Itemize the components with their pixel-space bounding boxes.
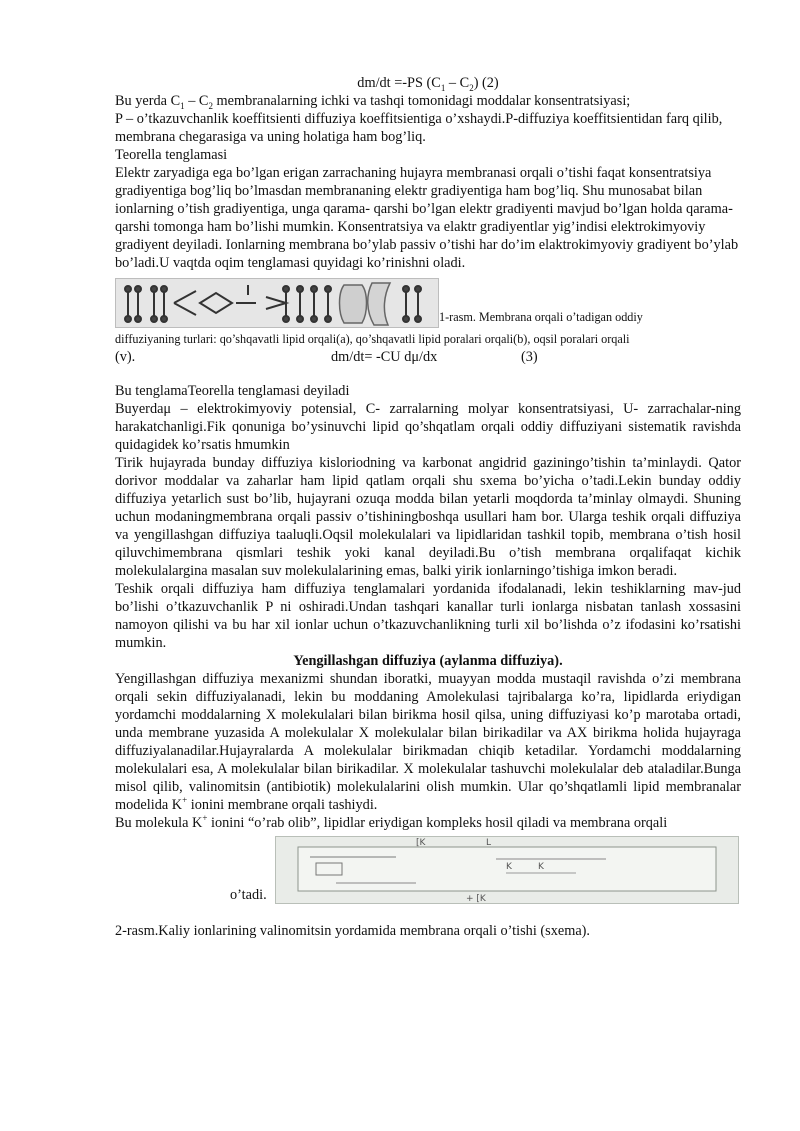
figure-2-row <box>115 834 741 906</box>
svg-text:K: K <box>538 862 544 872</box>
paragraph-teorell: Elektr zaryadiga ega bo’lgan erigan zarrachaning hujayra membranasi orqali o’tishi faqat konsentratsiya gradiyentiga bog’liq bo’lmasdan membrananing elektr gradiyentiga ham bog’liq. Shu munosabat bilan ionlarning o’tish gradiyentiga, unga qarama- qarshi bo’lgan elektr gradiyenti mavjud bo’lgan holda qarama-qarshi tomonga ham bo’lishi mumkin. Konsentratsiya va elaktr gradiyentlar yig’indisi elektrokimyoviy gradiyent deyiladi. Ionlarning membrana bo’ylab passiv o’tishi har do’im elaktrokimyoviy gradiyent bo’ylab bo’ladi.U vaqtda oqim tenglamasi quyidagi ko’rinishni oladi. <box>115 165 739 271</box>
paragraph-pore-diffusion: Teshik orqali diffuziya ham diffuziya tenglamalari yordanida ifodalanadi, lekin teshiklarning mav-jud bo’lishi o’tkazuvchanlik P ni oshiradi.Undan tashqari kanallar turli ionlarga nisbatan tanlash xossasini namoyon qilishi va bu har xil ionlar uchun o’tkazuvchanlikning turli xil bo’lishda o’z ifodasini ko’rsatishi mumkin. <box>115 581 741 651</box>
equation-3: dm/dt= -CU dμ/dx <box>331 349 438 365</box>
figure-1-caption-continued: diffuziyaning turlari: qo’shqavatli lipid orqali(a), qo’shqavatli lipid poralari orqali(b), oqsil poralari orqali <box>115 332 630 346</box>
section-title-teorell: Teorella tenglamasi <box>115 147 228 163</box>
document-page <box>115 74 741 940</box>
figure-1-caption-start: 1-rasm. Membrana orqali o’tadigan oddiy <box>439 310 643 324</box>
equation-2: dm/dt =-PS $(C_1 - C_2)$ (2) <box>357 75 499 93</box>
paragraph-living-cell: Tirik hujayrada bunday diffuziya kisloriodning va karbonat angidrid gaziningo’tishin ta’minlaydi. Qator dorivor moddalar va zaharlar ham lipid qatlam orqali shu sxema bo’yicha o’tadi.Lekin bunday oddiy diffuziya yetarlich sust bo’lib, hujayrani ozuqa modda bilan yetarli moqdorda ta’minlay olmaydi. Shuning uchun modaningmembrana orqali passiv o’tishiningboshqa usullari ham bor. Ularga teshik orqali diffuziya va yengillashgan diffuziya taaluqli.Oqsil molekulalari va lipidlaridan tashkil topib, membrana o’tish hosil qiluvchimembrana qismlari teshik yoki kanal deyiladi.Bu o’tish membrana orqalifaqat kichik molekulalargina masalan suv molekulalarining emas, balki yirik ionlarningo’tishiga imkon beradi. <box>115 455 741 579</box>
equation-3-number: (3) <box>521 349 538 365</box>
svg-text:[K: [K <box>416 838 426 848</box>
svg-text:L: L <box>486 838 492 848</box>
heading-facilitated-diffusion: Yengillashgan diffuziya (aylanma diffuziya). <box>293 653 563 669</box>
definition-permeability: P – o’tkazuvchanlik koeffitsienti diffuziya koeffitsientiga o’xshaydi.P-diffuziya koeffitsientidan farq qilib, membrana chegarasiga va uning holatiga ham bog’liq. <box>115 111 723 145</box>
equation-3-row <box>115 348 741 366</box>
figure-2-lead-text: o’tadi. <box>230 887 267 903</box>
figure-1-row <box>115 278 741 330</box>
figure-2-valinomycin-image <box>275 836 739 904</box>
teorell-equation-note: Bu tenglamaTeorella tenglamasi deyiladi <box>115 383 350 399</box>
svg-text:+ [K: + [K <box>466 894 486 903</box>
figure-2-caption: 2-rasm.Kaliy ionlarining valinomitsin yordamida membrana orqali o’tishi (sxema). <box>115 923 591 939</box>
svg-text:K: K <box>506 862 512 872</box>
figure-1-membrane-diffusion-image <box>115 278 439 328</box>
paragraph-legend: Buyerdaμ – elektrokimyoviy potensial, C- zarralarning molyar konsentratsiyasi, U- zarrachalar-ning harakatchanligi.Fik qonuniga bo’ysinuvchi lipid qo’shqatlam orqali oddiy diffuziyani sistematik ravishda quidagidek ko’rsatis hmumkin <box>115 401 741 453</box>
paragraph-valinomycin: Bu molekula K+ ionini “o’rab olib”, lipidlar eriydigan kompleks hosil qiladi va membrana orqali <box>115 813 668 831</box>
figure-1-caption-end: (v). <box>115 349 136 365</box>
definition-concentrations: Bu yerda $C_1 - C_2$ membranalarning ichki va tashqi tomonidagi moddalar konsentratsiyasi; <box>115 93 631 111</box>
paragraph-facilitated-diffusion: Yengillashgan diffuziya mexanizmi shundan iboratki, muayyan modda mustaqil ravishda o’zi membrana orqali sekin diffuziyalanadi, lekin bu moddaning Amolekulasi tajribalarga ko’ra, lipidlarda eriydigan yordamchi moddalarning X molekulalari bilan birikma hosil qilsa, uning diffuziyasi ko’p marotaba ortadi, unda membrane yuzasida A molekulalar X molekulalar bilan birikadilar va AX birikma holida hujayraga diffuziyalanadilar.Hujayralarda A molekulalar birikmadan chiqib ketadilar. Yordamchi moddalarning molekulalari esa, A molekulalar bilan birikadilar. X molekulalar tashuvchi molekulalar deb ataladilar.Bunga misol qilib, valinomitsin (antibiotik) molekulalarini olish mumkin. Ular qo’shqatlamli lipid membranalar modelida K+ ionini membrane orqali tashiydi. <box>115 671 741 813</box>
